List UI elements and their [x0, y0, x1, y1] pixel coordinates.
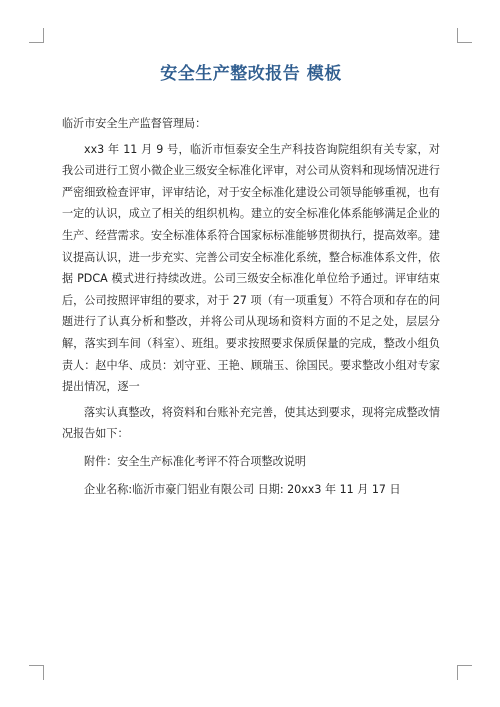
body-paragraph-2: 落实认真整改，将资料和台账补充完善，使其达到要求，现将完成整改情况报告如下： [62, 405, 440, 441]
crop-mark-top-right [457, 28, 472, 43]
document-title: 安全生产整改报告 模板 [160, 64, 342, 84]
crop-mark-top-left [29, 28, 44, 43]
crop-mark-bottom-right [457, 665, 472, 680]
company-date-line: 企业名称:临沂市豪门铝业有限公司 日期: 20xx3 年 11 月 17 日 [84, 482, 401, 496]
body-paragraph-1: xx3 年 11 月 9 号，临沂市恒泰安全生产科技咨询院组织有关专家，对我公司进行工贸小微企业三级安全标准化评审，对公司从资料和现场情况进行严密细致检查评审，评审结论，对于安全标准化建设公司领导能够重视，也有一定的认识，成立了相关的组织机构。建立的安全标准化体系能够满足企业的生产、经营需求。安全标准体系符合国家标标准能够贯彻执行，提高效率。建议提高认识，进一步充实、完善公司安全标准化系统，整合标准体系文件，依据 PDCA 模式进行持续改进。公司三级安全标准化单位给予通过。评审结束后，公司按照评审组的要求，对于 27 项（有一项重复）不符合项和存在的问题进行了认真分析和整改，并将公司从现场和资料方面的不足之处，层层分解，落实到车间（科室）、班组。要求按照要求保质保量的完成，整改小组负责人：赵中华、成员：刘守亚、王艳、顾瑞玉、徐国民。要求整改小组对专家提出情况，逐一 [62, 142, 440, 394]
document-page [62, 62, 440, 500]
addressee: 临沂市安全生产监督管理局： [62, 117, 207, 130]
attachment-line: 附件：安全生产标准化考评不符合项整改说明 [84, 454, 306, 468]
crop-mark-bottom-left [29, 665, 44, 680]
